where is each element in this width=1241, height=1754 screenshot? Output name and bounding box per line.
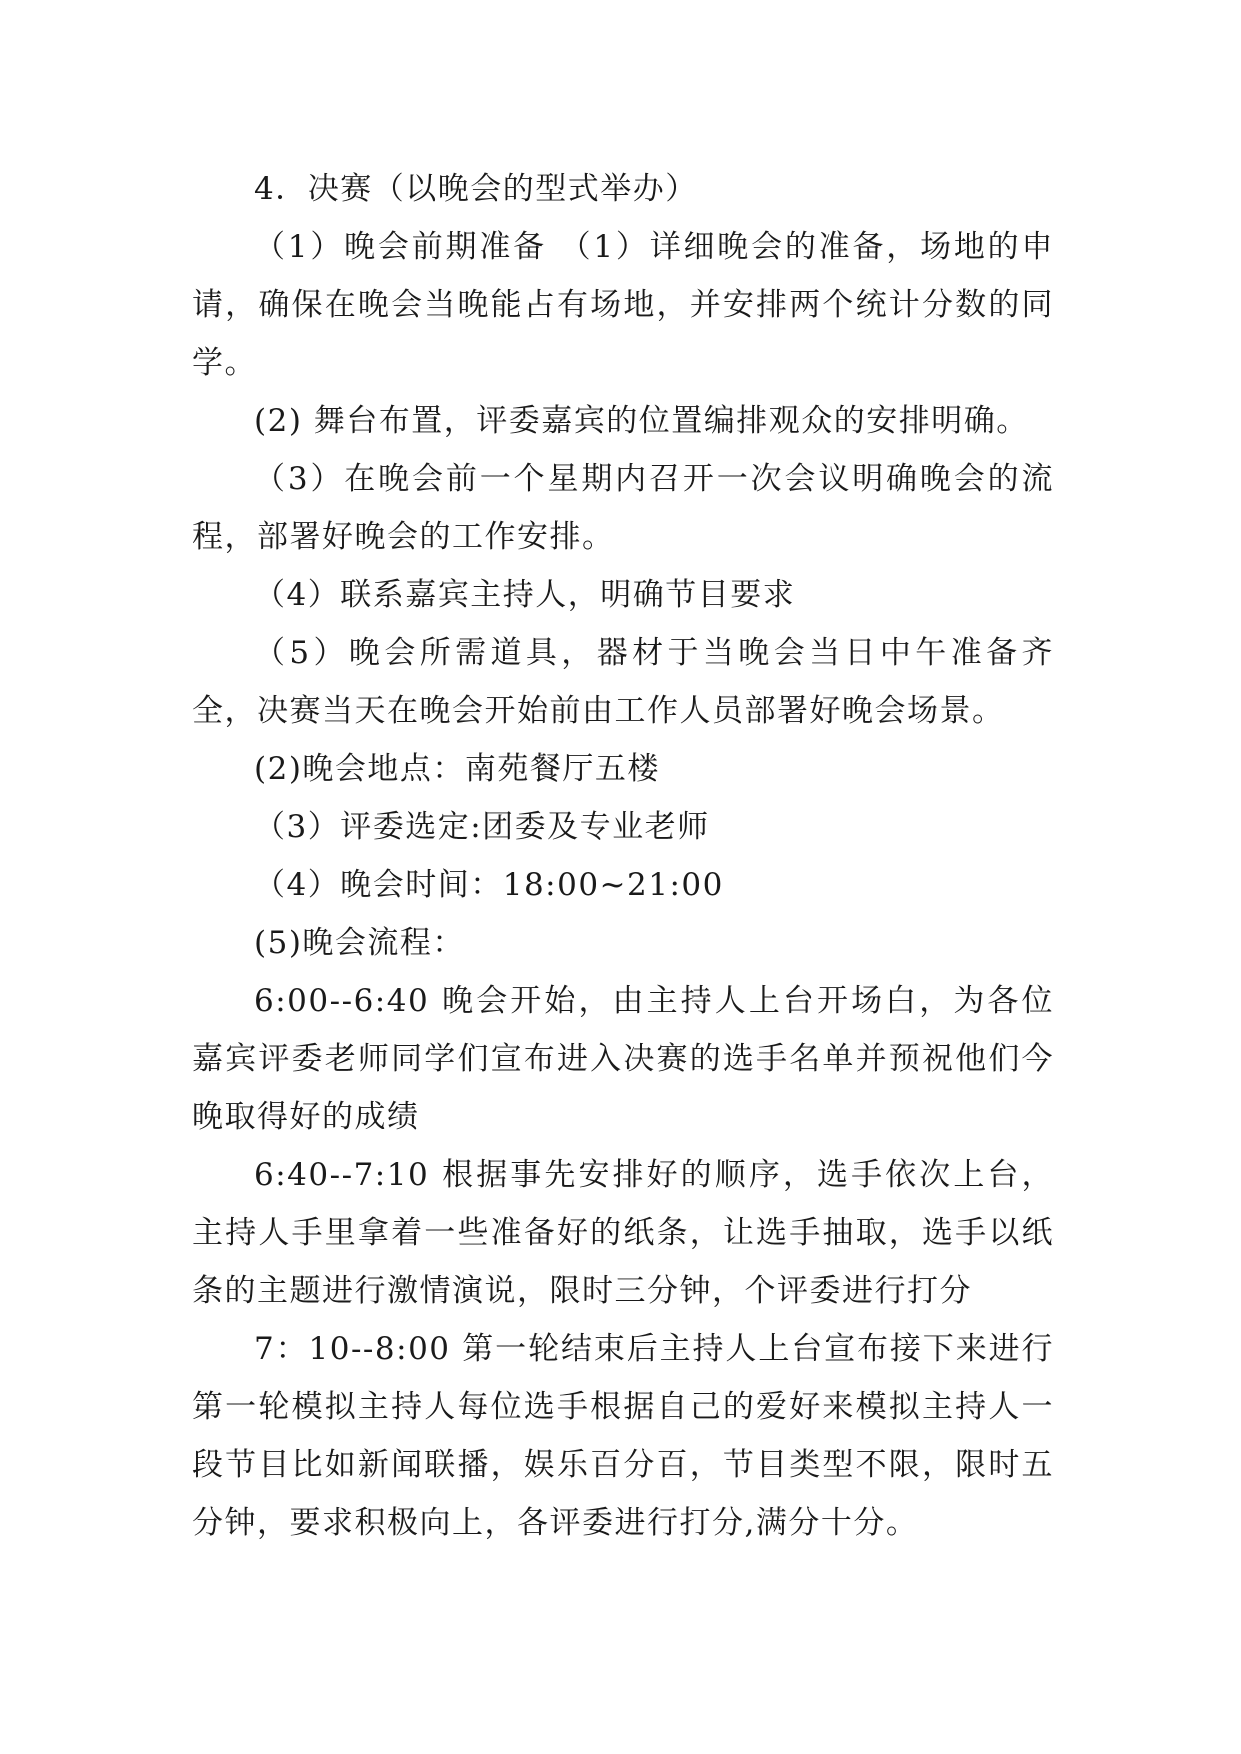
paragraph-props: （5）晚会所需道具，器材于当晚会当日中午准备齐全，决赛当天在晚会开始前由工作人员部署好晚会场景。 bbox=[192, 635, 1054, 729]
paragraph-schedule-speech: 6:40--7:10 根据事先安排好的顺序，选手依次上台，主持人手里拿着一些准备好的纸条，让选手抽取，选手以纸条的主题进行激情演说，限时三分钟，个评委进行打分 bbox=[192, 1157, 1054, 1309]
paragraph-judges: （3）评委选定:团委及专业老师 bbox=[254, 809, 710, 845]
paragraph-stage-layout: (2) 舞台布置，评委嘉宾的位置编排观众的安排明确。 bbox=[254, 403, 1029, 439]
paragraph-schedule-opening: 6:00--6:40 晚会开始，由主持人上台开场白，为各位嘉宾评委老师同学们宣布进入决赛的选手名单并预祝他们今晚取得好的成绩 bbox=[192, 983, 1054, 1135]
paragraph-venue: (2)晚会地点：南苑餐厅五楼 bbox=[254, 751, 660, 787]
paragraph-meeting: （3）在晚会前一个星期内召开一次会议明确晚会的流程，部署好晚会的工作安排。 bbox=[192, 461, 1054, 555]
paragraph-schedule-hosting: 7：10--8:00 第一轮结束后主持人上台宣布接下来进行第一轮模拟主持人每位选手根据自己的爱好来模拟主持人一段节目比如新闻联播，娱乐百分百，节目类型不限，限时五分钟，要求积极向上，各评委进行打分,满分十分。 bbox=[192, 1331, 1054, 1541]
paragraph-pre-preparation: （1）晚会前期准备 （1）详细晚会的准备，场地的申请，确保在晚会当晚能占有场地，并安排两个统计分数的同学。 bbox=[192, 229, 1054, 381]
paragraph-final-heading: 4．决赛（以晚会的型式举办） bbox=[254, 171, 698, 207]
paragraph-process-heading: (5)晚会流程： bbox=[254, 925, 465, 961]
paragraph-contact-host: （4）联系嘉宾主持人，明确节目要求 bbox=[254, 577, 796, 613]
paragraph-time: （4）晚会时间：18:00~21:00 bbox=[254, 867, 724, 903]
document-body bbox=[192, 160, 1054, 1552]
